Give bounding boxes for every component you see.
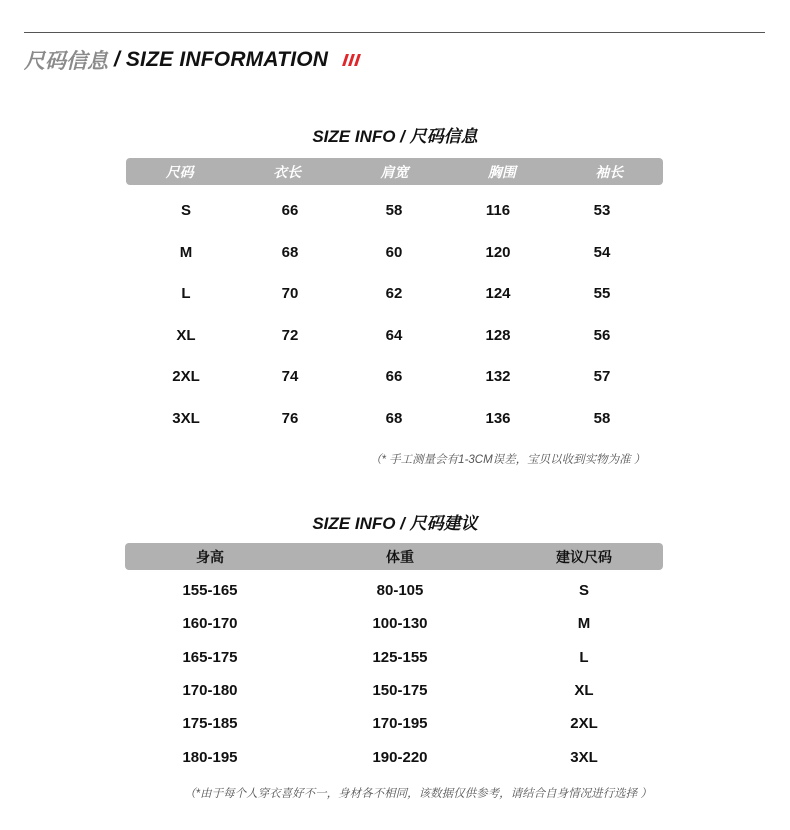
column-header: 尺码 — [165, 163, 194, 180]
table-cell: 128 — [485, 326, 511, 344]
table-cell: 160-170 — [182, 614, 238, 632]
table-row — [134, 366, 654, 386]
table-cell: 70 — [281, 284, 299, 302]
table-cell: 2XL — [570, 714, 598, 732]
table-cell: 150-175 — [372, 681, 428, 699]
table-row — [125, 613, 663, 633]
table-cell: 124 — [485, 284, 511, 302]
table-cell: 180-195 — [182, 748, 238, 766]
table-cell: 72 — [281, 326, 299, 344]
top-divider — [24, 32, 765, 33]
table-cell: 55 — [593, 284, 611, 302]
recommend-table-header — [125, 543, 663, 570]
table-row — [125, 647, 663, 667]
table-cell: S — [578, 581, 589, 599]
table-cell: 53 — [593, 201, 611, 219]
accent-stripes-icon — [342, 54, 361, 66]
header-title-cn: 尺码信息 — [24, 50, 108, 73]
table-row — [134, 325, 654, 345]
table-cell: 68 — [281, 243, 299, 261]
table-cell: L — [579, 648, 589, 666]
recommend-table-title: SIZE INFO / 尺码建议 — [312, 514, 478, 533]
table-cell: XL — [574, 681, 594, 699]
table-cell: M — [179, 243, 193, 261]
table-cell: 155-165 — [182, 581, 238, 599]
table-cell: L — [181, 284, 191, 302]
table-row — [125, 680, 663, 700]
table-cell: 60 — [385, 243, 403, 261]
table-cell: 116 — [485, 201, 511, 219]
table-cell: 80-105 — [376, 581, 424, 599]
table-cell: 62 — [385, 284, 403, 302]
column-header: 身高 — [196, 548, 224, 565]
table-cell: 3XL — [570, 748, 598, 766]
table-cell: 57 — [593, 367, 611, 385]
table-row — [125, 580, 663, 600]
table-cell: 3XL — [172, 409, 200, 427]
column-header: 衣长 — [273, 163, 302, 180]
column-header: 胸围 — [487, 163, 516, 180]
size-table-header — [126, 158, 663, 185]
table-row — [134, 242, 654, 262]
table-cell: 125-155 — [372, 648, 428, 666]
table-cell: 54 — [593, 243, 611, 261]
table-cell: XL — [176, 326, 196, 344]
table-cell: 58 — [593, 409, 611, 427]
table-cell: 64 — [385, 326, 403, 344]
table-cell: 136 — [485, 409, 511, 427]
table-cell: 165-175 — [182, 648, 238, 666]
table-cell: 170-180 — [182, 681, 238, 699]
table-row — [134, 283, 654, 303]
column-header: 体重 — [386, 548, 414, 565]
table-cell: 175-185 — [182, 714, 238, 732]
table-cell: 76 — [281, 409, 299, 427]
table-cell: 74 — [281, 367, 299, 385]
table-row — [134, 408, 654, 428]
table-row — [125, 747, 663, 767]
table-cell: 132 — [485, 367, 511, 385]
table-row — [125, 713, 663, 733]
column-header: 建议尺码 — [556, 548, 612, 565]
table-cell: 68 — [385, 409, 403, 427]
table-cell: S — [180, 201, 191, 219]
recommend-note: （*由于每个人穿衣喜好不一，身材各不相同，该数据仅供参考，请结合自身情况进行选择 ） — [184, 788, 652, 800]
column-header: 肩宽 — [380, 163, 409, 180]
size-table-title: SIZE INFO / 尺码信息 — [312, 127, 478, 146]
table-row — [134, 200, 654, 220]
header-separator: / — [114, 48, 120, 71]
table-cell: 56 — [593, 326, 611, 344]
table-cell: 120 — [485, 243, 511, 261]
table-cell: 58 — [385, 201, 403, 219]
table-cell: 66 — [385, 367, 403, 385]
table-cell: 170-195 — [372, 714, 428, 732]
page-header — [24, 44, 359, 76]
table-cell: 2XL — [172, 367, 200, 385]
table-cell: 190-220 — [372, 748, 428, 766]
measurement-note: （* 手工测量会有1-3CM误差，宝贝以收到实物为准 ） — [370, 454, 646, 466]
header-title-en: SIZE INFORMATION — [125, 48, 329, 71]
table-cell: 66 — [281, 201, 299, 219]
table-cell: M — [577, 614, 591, 632]
table-cell: 100-130 — [372, 614, 428, 632]
column-header: 袖长 — [595, 163, 624, 180]
